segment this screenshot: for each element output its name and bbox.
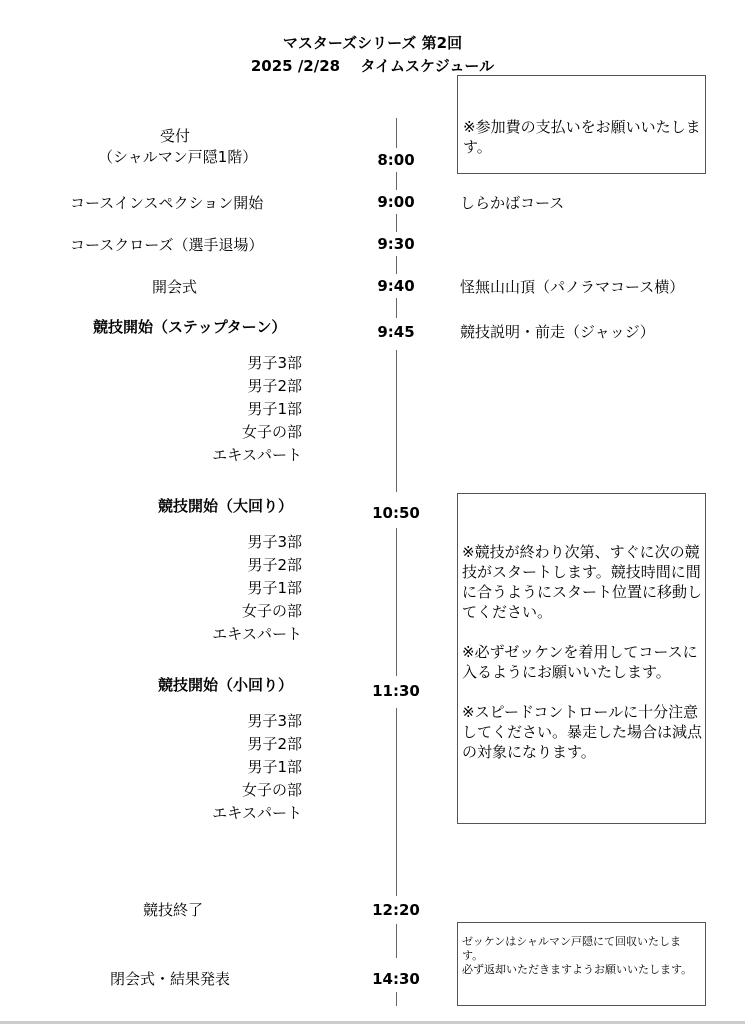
category-item: 男子1部 [247,579,302,597]
page-title: マスターズシリーズ 第2回 [282,34,463,52]
reception-time: 8:00 [377,151,415,169]
course-close-time: 9:30 [377,235,415,253]
closing-label: 閉会式・結果発表 [110,970,231,988]
step-turn-note: 競技説明・前走（ジャッジ） [460,323,655,341]
opening-note: 怪無山山頂（パノラマコース横） [460,278,685,296]
bib-note-2: 必ず返却いただきますようお願いいたします。 [462,963,693,976]
category-item: 男子3部 [247,533,302,551]
category-item: 男子1部 [247,400,302,418]
step-turn-label: 競技開始（ステップターン） [93,318,287,336]
timeline-line [396,118,397,148]
category-item: 女子の部 [241,781,302,799]
reception-label: 受付 [160,127,191,145]
timeline-line [396,256,397,274]
timeline-line [396,350,397,492]
timeline-line [396,528,397,676]
category-item: エキスパート [212,625,302,643]
timeline-line [396,214,397,232]
opening-label: 開会式 [152,278,198,296]
category-item: エキスパート [212,804,302,822]
bib-note-box [457,922,706,1006]
closing-time: 14:30 [372,970,420,988]
category-item: 女子の部 [241,602,302,620]
category-item: 男子2部 [247,556,302,574]
payment-note-box [457,75,706,174]
category-item: 男子2部 [247,735,302,753]
competition-note-2: ※必ずゼッケンを着用してコースに入るようにお願いいたします。 [462,643,698,681]
category-item: 男子3部 [247,712,302,730]
competition-end-time: 12:20 [372,901,420,919]
category-item: 男子2部 [247,377,302,395]
competition-note-3: ※スピードコントロールに十分注意してください。暴走した場合は減点の対象になります。 [462,703,703,761]
competition-note-1: ※競技が終わり次第、すぐに次の競技がスタートします。競技時間に間に合うようにスタート位置に移動してください。 [462,543,703,621]
timeline-line [396,708,397,896]
reception-location: （シャルマン戸隠1階） [98,148,258,166]
competition-notes-box [457,493,706,824]
timeline-line [396,924,397,958]
page-subtitle: 2025 /2/28 タイムスケジュール [250,57,495,75]
big-turn-label: 競技開始（大回り） [158,497,294,515]
timeline-line [396,992,397,1006]
timeline-line [396,298,397,318]
category-item: 男子3部 [247,354,302,372]
inspection-note: しらかばコース [460,194,565,212]
timeline-line [396,172,397,190]
inspection-label: コースインスペクション開始 [70,194,264,212]
category-item: エキスパート [212,446,302,464]
small-turn-label: 競技開始（小回り） [158,676,294,694]
category-item: 男子1部 [247,758,302,776]
step-turn-time: 9:45 [377,323,415,341]
opening-time: 9:40 [377,277,415,295]
payment-note: ※参加費の支払いをお願いいたします。 [463,118,701,156]
inspection-time: 9:00 [377,193,415,211]
category-item: 女子の部 [241,423,302,441]
competition-end-label: 競技終了 [143,901,204,919]
small-turn-time: 11:30 [372,682,420,700]
bib-note-1: ゼッケンはシャルマン戸隠にて回収いたします。 [462,935,682,962]
big-turn-time: 10:50 [372,504,420,522]
course-close-label: コースクローズ（選手退場） [70,236,264,254]
